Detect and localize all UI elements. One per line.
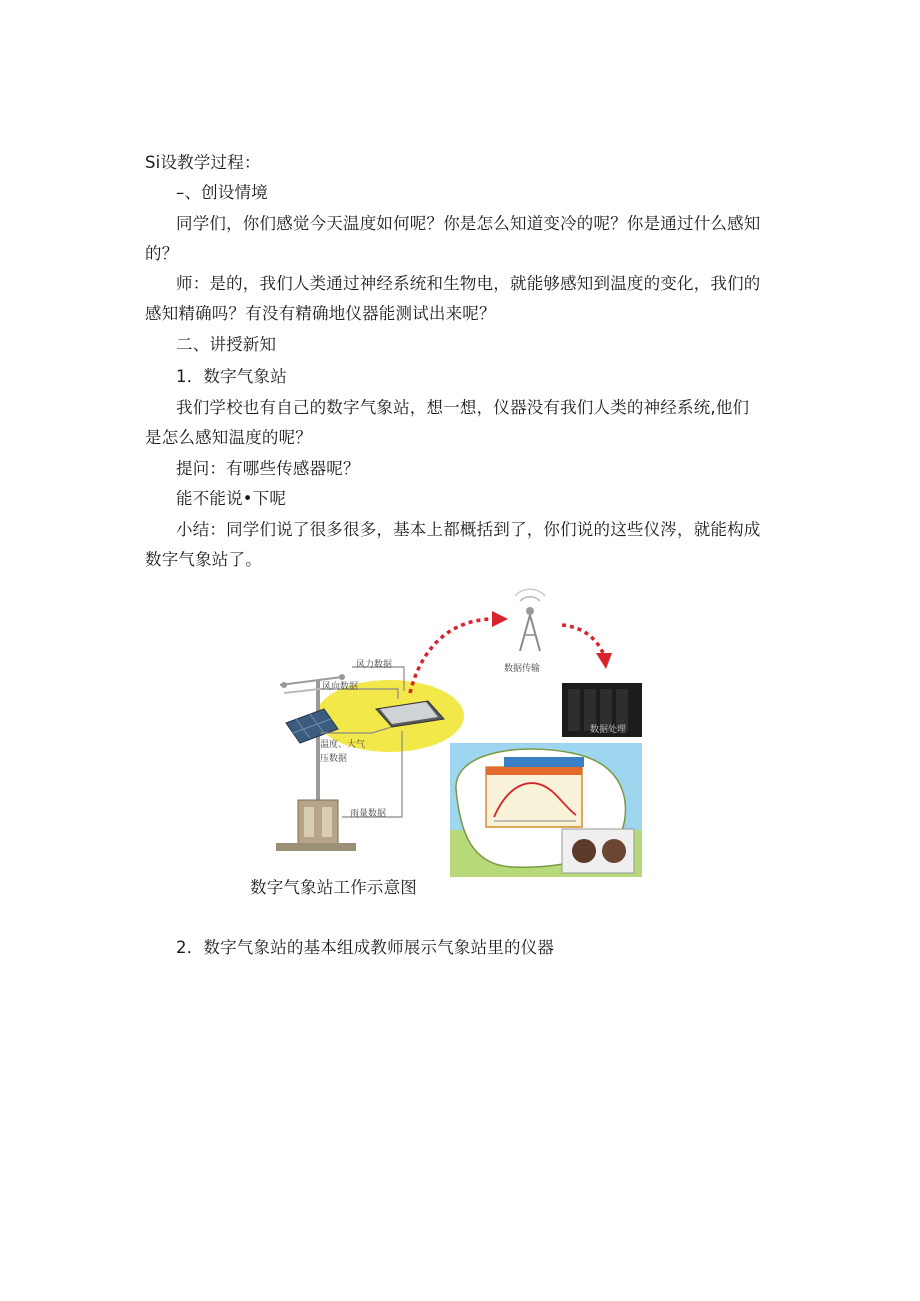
label-wind-direction: 风向数据: [322, 682, 359, 692]
paragraph-2-line-1: 师：是的，我们人类通过神经系统和生物电，就能够感知到温度的变化，我们的: [176, 274, 761, 293]
antenna-tower-icon: [515, 589, 545, 651]
data-display-icon: [450, 743, 642, 877]
followup-text: 能不能说•下呢: [176, 489, 287, 508]
section2-title: 二、讲授新知: [176, 335, 277, 354]
item-1-title: 1．数字气象站: [176, 367, 287, 386]
rain-gauge-icon: [276, 800, 356, 851]
label-rain: 雨量数据: [350, 809, 387, 819]
paragraph-3-line-2: 是怎么感知温度的呢？: [145, 428, 312, 447]
label-transmission: 数据传输: [504, 664, 541, 674]
question-text: 提问：有哪些传感器呢？: [176, 459, 360, 478]
paragraph-1-line-1: 同学们，你们感觉今天温度如何呢？你是怎么知道变冷的呢？你是通过什么感知: [176, 214, 761, 233]
label-temp-pressure-2: 压数据: [320, 754, 348, 764]
paragraph-1-line-2: 的？: [145, 244, 179, 263]
item-2-title: 2．数字气象站的基本组成教师展示气象站里的仪器: [176, 938, 555, 957]
label-processing: 数据处理: [590, 725, 627, 735]
transmission-arrow-1: [410, 619, 492, 693]
paragraph-2-line-2: 感知精确吗？有没有精确地仪器能测试出来呢？: [145, 304, 496, 323]
heading: Si设教学过程：: [145, 153, 261, 172]
summary-line-2: 数字气象站了。: [145, 550, 262, 569]
label-temp-pressure-1: 温度、大气: [320, 740, 366, 750]
transmission-arrow-2: [562, 625, 604, 655]
paragraph-3-line-1: 我们学校也有自己的数字气象站，想一想，仪器没有我们人类的神经系统,他们: [176, 398, 750, 417]
label-wind-force: 风力数据: [356, 660, 393, 670]
weather-station-diagram: [272, 585, 644, 877]
figure-caption: 数字气象站工作示意图: [250, 878, 417, 897]
section1-title: –、创设情境: [176, 183, 268, 202]
summary-line-1: 小结：同学们说了很多很多，基本上都概括到了，你们说的这些仪涔，就能构成: [176, 520, 761, 539]
